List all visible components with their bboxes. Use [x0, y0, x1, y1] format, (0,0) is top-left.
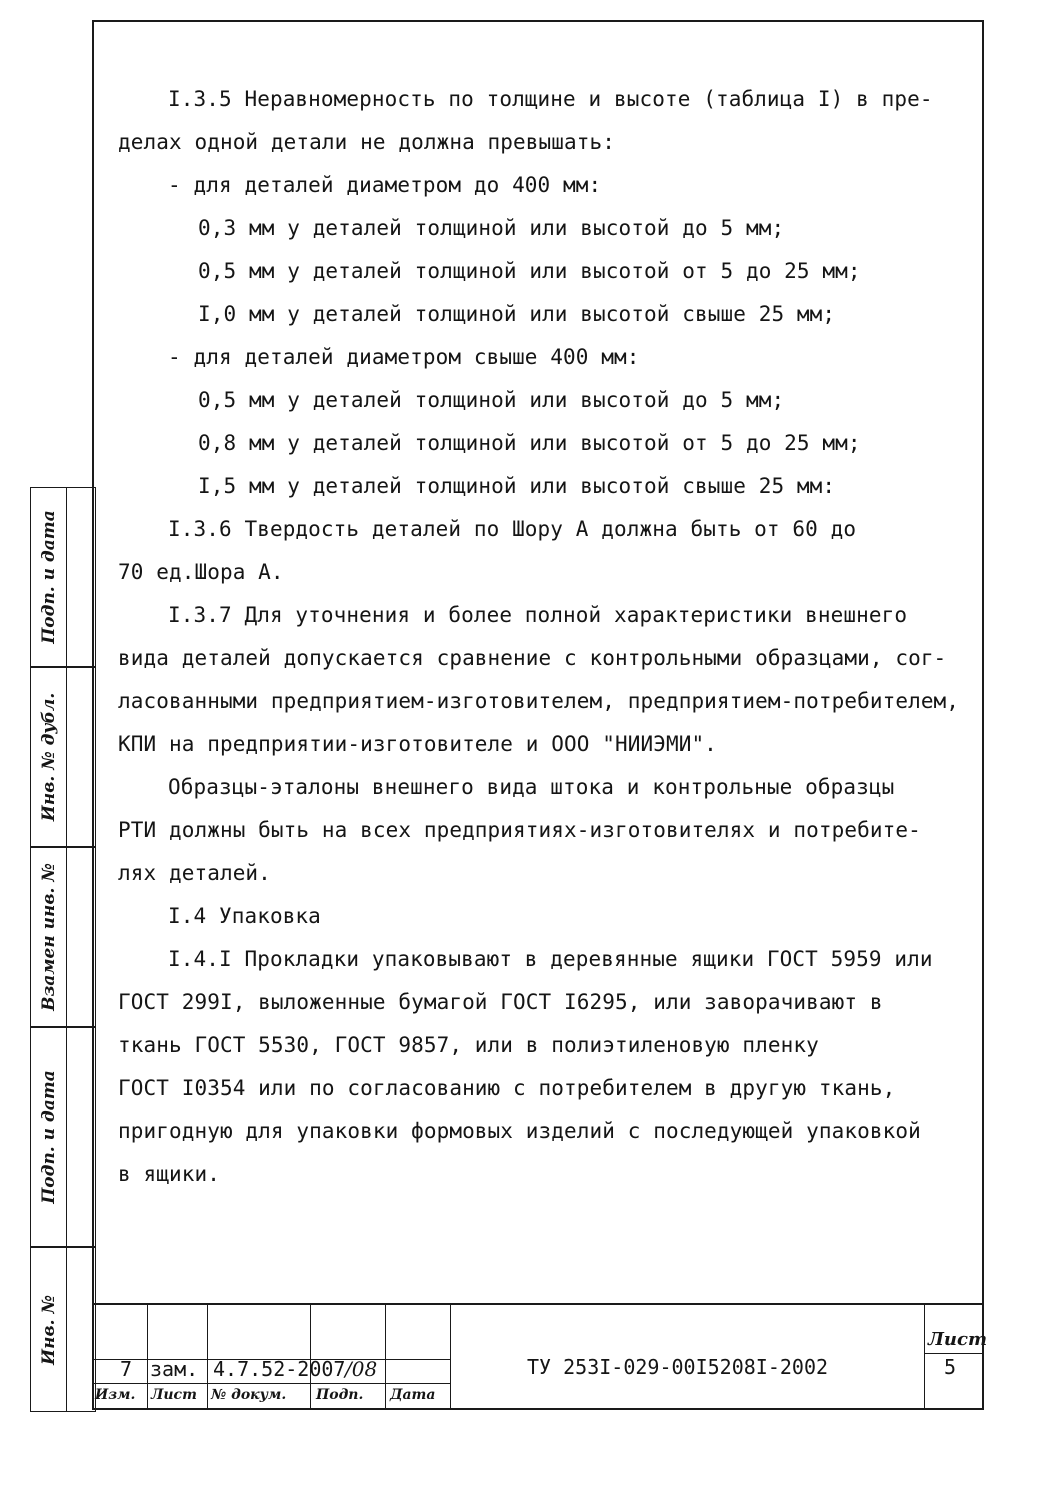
paragraph-1-3-7-line-3: ласованными предприятием-изготовителем, предприятием-потребителем,: [118, 689, 960, 713]
stamp-label-podp-data-top: Подп. и дата: [38, 510, 59, 644]
sheet-caption: Лист: [928, 1329, 988, 1350]
stamp-cell-inv-podl: [30, 1247, 96, 1412]
list-item-tolerance-0-5-large: 0,5 мм у деталей толщиной или высотой до 5 мм;: [198, 388, 785, 412]
paragraph-1-3-6-line-2: 70 ед.Шора А.: [118, 560, 284, 584]
paragraph-1-4-1-line-5: пригодную для упаковки формовых изделий с последующей упаковкой: [118, 1119, 921, 1143]
title-block: [92, 1303, 988, 1410]
stamp-label-podp-data-bottom: Подп. и дата: [38, 1070, 59, 1204]
revision-sheet-note: зам.: [150, 1357, 199, 1381]
list-item-diameter-over-400: - для деталей диаметром свыше 400 мм:: [168, 345, 640, 369]
paragraph-samples-line-1: Образцы-эталоны внешнего вида штока и контрольные образцы: [168, 775, 895, 799]
revision-signature: /08: [345, 1357, 378, 1381]
paragraph-1-3-5-line-2: делах одной детали не должна превышать:: [118, 130, 615, 154]
paragraph-1-3-5-line-1: I.3.5 Неравномерность по толщине и высоте (таблица I) в пре-: [168, 87, 933, 111]
caption-izm: Изм.: [95, 1387, 136, 1403]
list-item-diameter-up-to-400: - для деталей диаметром до 400 мм:: [168, 173, 602, 197]
section-heading-1-4: I.4 Упаковка: [168, 904, 321, 928]
list-item-tolerance-0-3: 0,3 мм у деталей толщиной или высотой до 5 мм;: [198, 216, 785, 240]
stamp-cell-vzamen-inv: [30, 847, 96, 1027]
caption-date: Дата: [390, 1387, 436, 1403]
paragraph-1-3-7-line-2: вида деталей допускается сравнение с контрольными образцами, сог-: [118, 646, 947, 670]
paragraph-1-3-6-line-1: I.3.6 Твердость деталей по Шору А должна быть от 60 до: [168, 517, 857, 541]
paragraph-1-4-1-line-6: в ящики.: [118, 1162, 220, 1186]
list-item-tolerance-0-5: 0,5 мм у деталей толщиной или высотой от 5 до 25 мм;: [198, 259, 861, 283]
stamp-label-inv-dubl: Инв. № дубл.: [38, 692, 59, 822]
list-item-tolerance-0-8: 0,8 мм у деталей толщиной или высотой от 5 до 25 мм;: [198, 431, 861, 455]
paragraph-1-3-7-line-1: I.3.7 Для уточнения и более полной характеристики внешнего: [168, 603, 908, 627]
paragraph-samples-line-2: РТИ должны быть на всех предприятиях-изготовителях и потребите-: [118, 818, 921, 842]
caption-doc-number: № докум.: [211, 1387, 287, 1403]
document-code: ТУ 253I-029-00I5208I-2002: [527, 1355, 829, 1379]
paragraph-samples-line-3: лях деталей.: [118, 861, 271, 885]
list-item-tolerance-1-5: I,5 мм у деталей толщиной или высотой свыше 25 мм:: [198, 474, 836, 498]
stamp-cell-podp-data-bottom: [30, 1027, 96, 1247]
paragraph-1-3-7-line-4: КПИ на предприятии-изготовителе и ООО "НИИЭМИ".: [118, 732, 717, 756]
sheet-number: 5: [944, 1355, 957, 1379]
stamp-label-inv-podl: Инв. №: [38, 1294, 59, 1365]
stamp-cell-inv-dubl: [30, 667, 96, 847]
paragraph-1-4-1-line-1: I.4.I Прокладки упаковывают в деревянные ящики ГОСТ 5959 или: [168, 947, 933, 971]
paragraph-1-4-1-line-4: ГОСТ I0354 или по согласованию с потребителем в другую ткань,: [118, 1076, 896, 1100]
paragraph-1-4-1-line-3: ткань ГОСТ 5530, ГОСТ 9857, или в полиэтиленовую пленку: [118, 1033, 819, 1057]
stamp-label-vzamen-inv: Взамен инв. №: [38, 863, 59, 1011]
revision-doc-number: 4.7.52-2007: [213, 1357, 346, 1381]
caption-signature: Подп.: [316, 1387, 364, 1403]
revision-number: 7: [120, 1357, 133, 1381]
margin-stamp-column: [30, 487, 96, 1412]
caption-list: Лист: [151, 1387, 197, 1403]
document-body: [118, 78, 980, 1196]
list-item-tolerance-1-0: I,0 мм у деталей толщиной или высотой свыше 25 мм;: [198, 302, 836, 326]
stamp-cell-podp-data-top: [30, 487, 96, 667]
paragraph-1-4-1-line-2: ГОСТ 299I, выложенные бумагой ГОСТ I6295, или заворачивают в: [118, 990, 883, 1014]
